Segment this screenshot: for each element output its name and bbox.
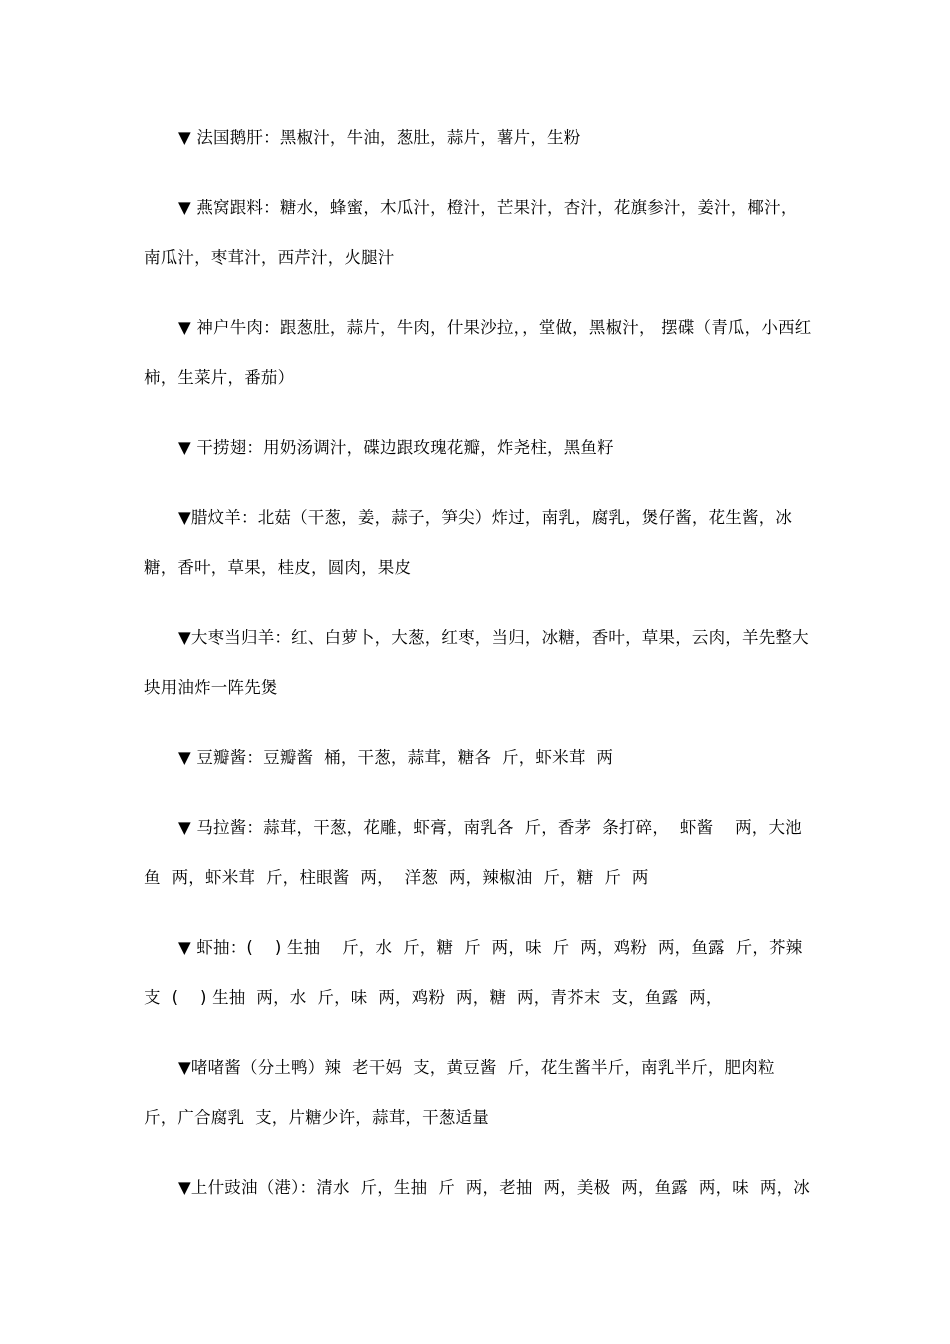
recipe-jeje-sauce: ▼啫啫酱（分土鸭）辣 老干妈 支，黄豆酱 斤，花生酱半斤，南乳半斤，肥肉粒 斤，广合腐乳 支，片糖少许，蒜茸，干葱适量	[144, 1058, 786, 1127]
recipe-mala-sauce: ▼ 马拉酱：蒜茸，干葱，花雕，虾膏，南乳各 斤，香茅 条打碎， 虾酱 两，大池鱼 两，虾米茸 斤，柱眼酱 两， 洋葱 两，辣椒油 斤，糖 斤 两	[144, 818, 802, 887]
recipe-kobe-beef: ▼ 神户牛肉：跟葱肚，蒜片，牛肉，什果沙拉，，堂做，黑椒汁， 摆碟（青瓜，小西红柿，生菜片，番茄）	[144, 318, 812, 387]
recipe-shrimp-soy: ▼ 虾抽：( ) 生抽 斤，水 斤，糖 斤 两，味 斤 两，鸡粉 两，鱼露 斤，芥辣支 ( ) 生抽 两，水 斤，味 两，鸡粉 两，糖 两，青芥末 支，鱼露 两，	[144, 938, 803, 1007]
recipe-bean-paste: ▼ 豆瓣酱：豆瓣酱 桶，干葱，蒜茸，糖各 斤，虾米茸 两	[178, 748, 614, 767]
recipe-premium-soy: ▼上什豉油（港）：清水 斤，生抽 斤 两，老抽 两，美极 两，鱼露 两，味 两，冰	[178, 1178, 810, 1197]
recipe-shark-fin: ▼ 干捞翅：用奶汤调汁，碟边跟玫瑰花瓣，炸尧柱，黑鱼籽	[178, 438, 614, 457]
recipe-braised-lamb: ▼腊炆羊：北菇（干葱，姜，蒜子，笋尖）炸过，南乳，腐乳，煲仔酱，花生酱，冰糖，香叶，草果，桂皮，圆肉，果皮	[144, 508, 793, 577]
recipe-birds-nest: ▼ 燕窝跟料：糖水，蜂蜜，木瓜汁，橙汁，芒果汁，杏汁，花旗参汁，姜汁，椰汁，南瓜汁，枣茸汁，西芹汁，火腿汁	[144, 198, 798, 267]
recipe-foie-gras: ▼ 法国鹅肝：黑椒汁，牛油，葱肚，蒜片，薯片，生粉	[178, 128, 581, 147]
recipe-jujube-lamb: ▼大枣当归羊：红、白萝卜，大葱，红枣，当归，冰糖，香叶，草果，云肉，羊先整大块用油炸一阵先煲	[144, 628, 809, 697]
